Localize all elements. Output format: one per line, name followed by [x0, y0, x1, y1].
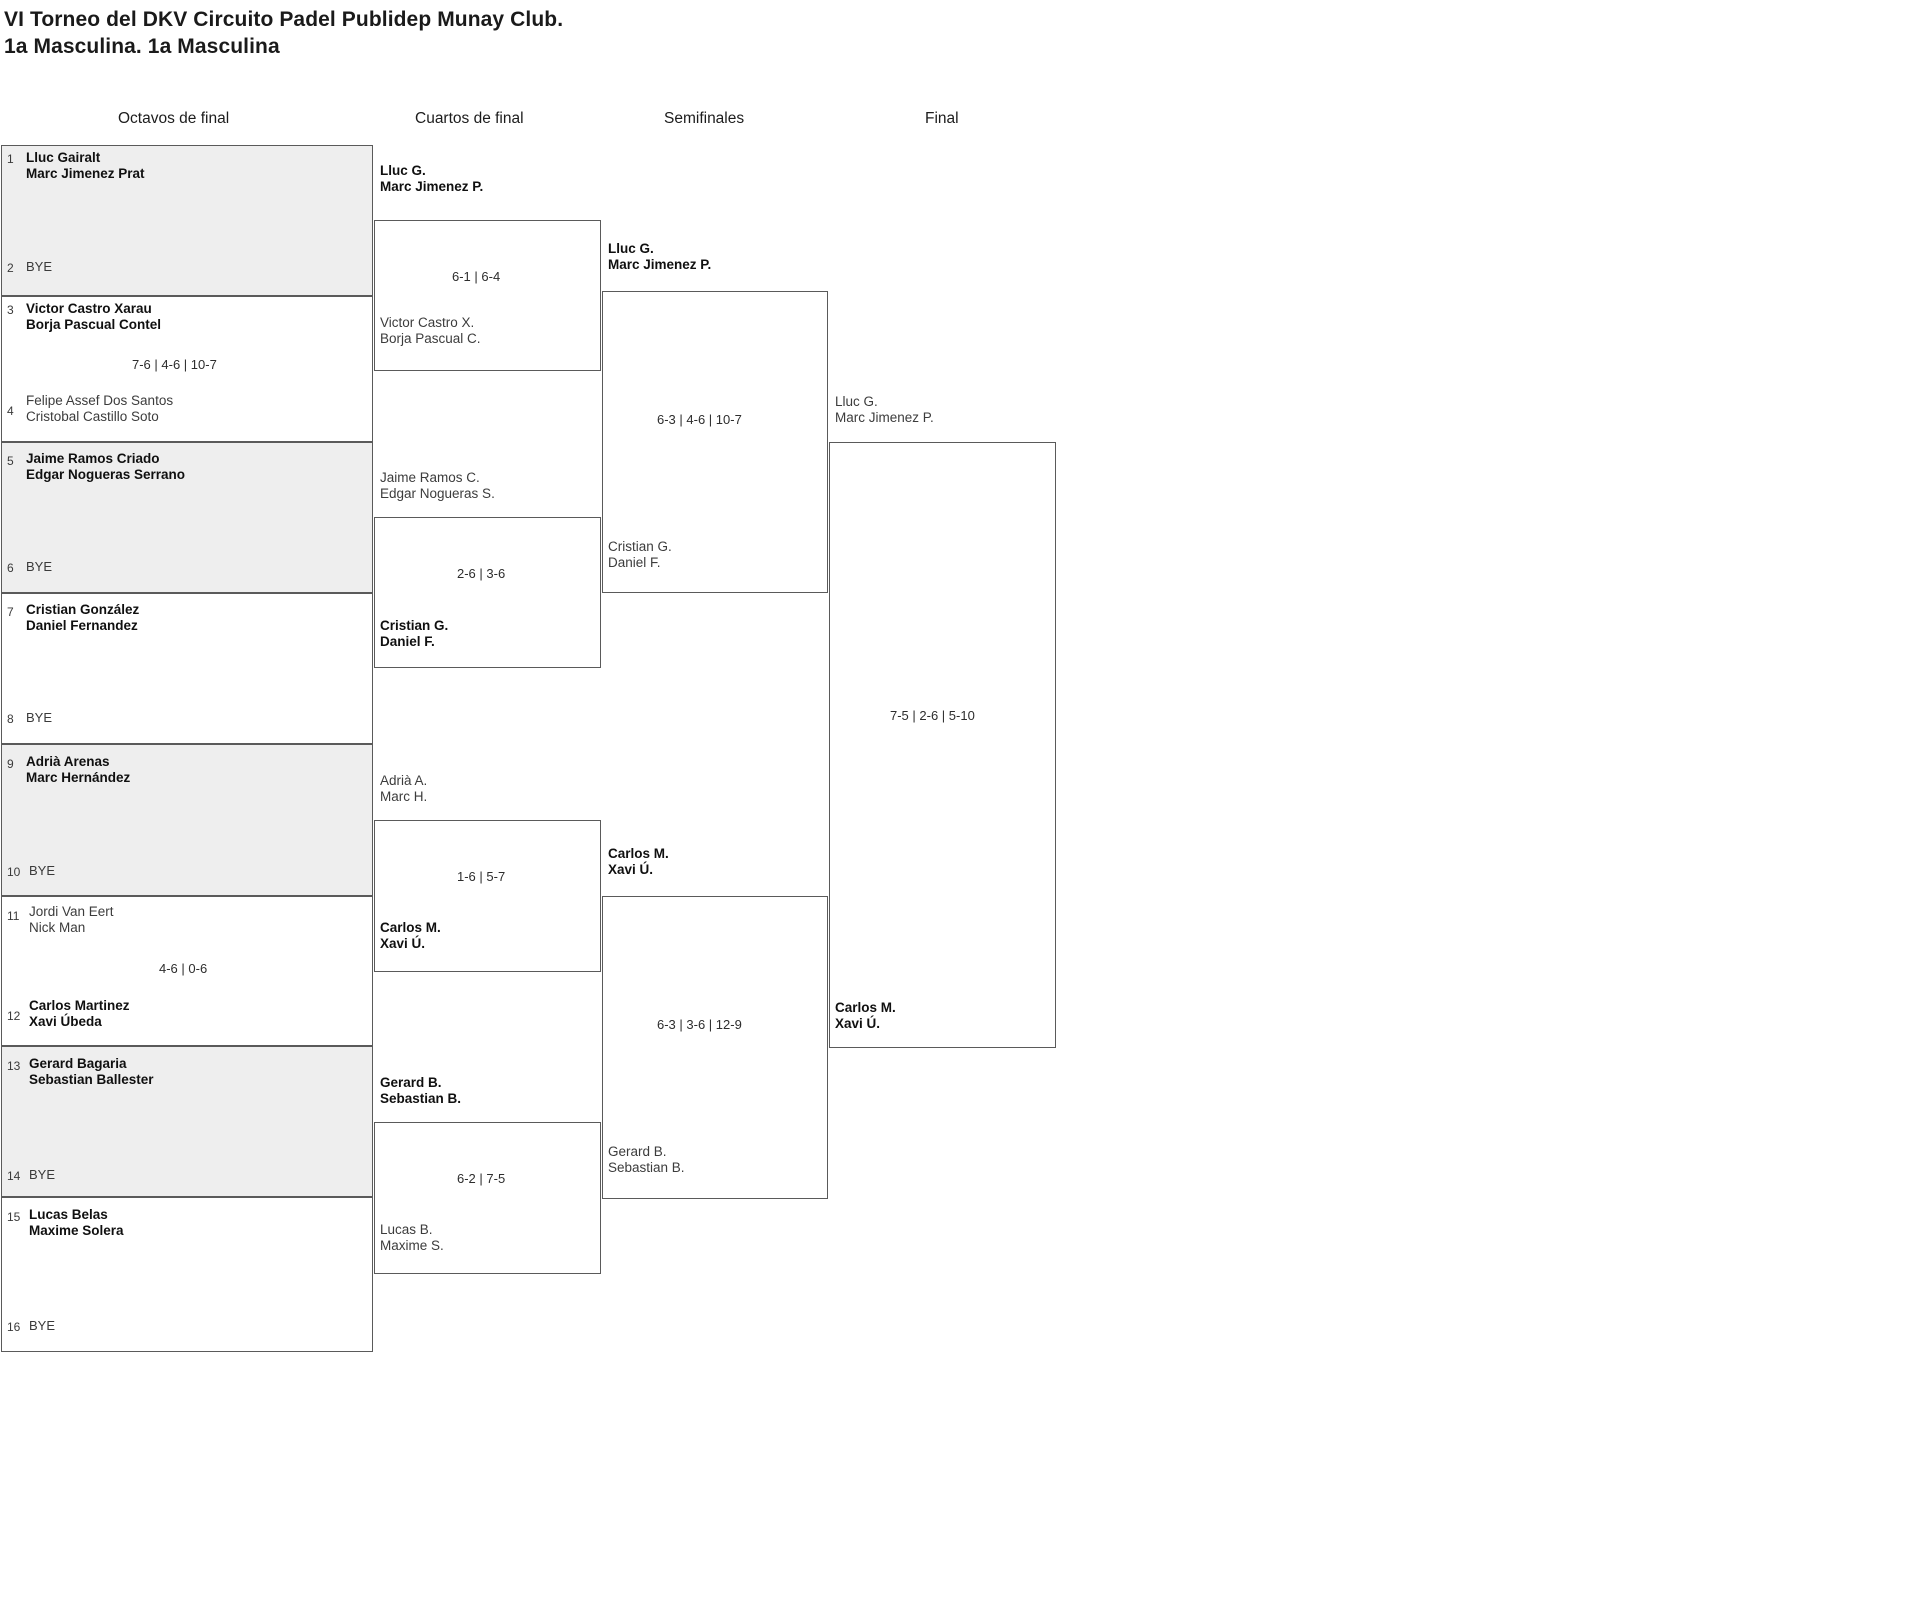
- page-title: [4, 7, 1204, 61]
- team-name: Adrià Arenas Marc Hernández: [26, 754, 131, 785]
- match-score: 7-5 | 2-6 | 5-10: [890, 708, 975, 723]
- sf-match-2[interactable]: [602, 846, 828, 1199]
- team-name: Adrià A. Marc H.: [380, 773, 428, 804]
- match-score: 2-6 | 3-6: [457, 566, 506, 581]
- bye-label: BYE: [26, 559, 53, 574]
- round-header-final: Final: [925, 110, 959, 127]
- team-name: Jaime Ramos Criado Edgar Nogueras Serrano: [26, 451, 186, 482]
- match-score: 7-6 | 4-6 | 10-7: [132, 357, 217, 372]
- team-name: Felipe Assef Dos Santos Cristobal Castillo Soto: [26, 393, 174, 424]
- team-name: Victor Castro X. Borja Pascual C.: [380, 315, 481, 346]
- team-name: Carlos Martinez Xavi Úbeda: [29, 998, 130, 1029]
- title-line-2: 1a Masculina. 1a Masculina: [4, 34, 280, 58]
- team-name: Lluc G. Marc Jimenez P.: [380, 163, 484, 194]
- match-score: 6-2 | 7-5: [457, 1171, 506, 1186]
- bye-label: BYE: [26, 710, 53, 725]
- qf-match-4[interactable]: [374, 1075, 601, 1274]
- team-name: Cristian González Daniel Fernandez: [26, 602, 140, 633]
- team-name: Lluc Gairalt Marc Jimenez Prat: [26, 150, 145, 181]
- match-score: 6-3 | 3-6 | 12-9: [657, 1017, 742, 1032]
- r16-match-3[interactable]: [1, 442, 373, 593]
- bye-label: BYE: [29, 1167, 56, 1182]
- round-header-semifinales: Semifinales: [664, 110, 745, 127]
- seed-number: 13: [7, 1059, 21, 1073]
- r16-match-4[interactable]: [1, 593, 373, 744]
- seed-number: 8: [7, 712, 14, 726]
- seed-number: 10: [7, 865, 21, 879]
- qf-match-2[interactable]: [374, 470, 601, 668]
- team-name: Jordi Van Eert Nick Man: [29, 904, 114, 935]
- seed-number: 3: [7, 303, 14, 317]
- team-name: Gerard B. Sebastian B.: [608, 1144, 685, 1175]
- team-name: Cristian G. Daniel F.: [380, 618, 449, 649]
- sf-match-1[interactable]: [602, 241, 828, 593]
- team-name: Carlos M. Xavi Ú.: [380, 920, 441, 951]
- qf-match-1[interactable]: [374, 163, 601, 371]
- seed-number: 9: [7, 757, 14, 771]
- seed-number: 4: [7, 404, 14, 418]
- match-score: 6-3 | 4-6 | 10-7: [657, 412, 742, 427]
- bye-label: BYE: [29, 863, 56, 878]
- seed-number: 2: [7, 261, 14, 275]
- r16-match-6[interactable]: [1, 896, 373, 1046]
- r16-match-5[interactable]: [1, 744, 373, 896]
- team-name: Jaime Ramos C. Edgar Nogueras S.: [380, 470, 495, 501]
- final-match[interactable]: [829, 394, 1056, 1048]
- round-header-octavos: Octavos de final: [118, 110, 230, 127]
- seed-number: 14: [7, 1169, 21, 1183]
- team-name: Lucas Belas Maxime Solera: [29, 1207, 124, 1238]
- team-name: Gerard Bagaria Sebastian Ballester: [29, 1056, 154, 1087]
- match-score: 6-1 | 6-4: [452, 269, 501, 284]
- r16-match-1[interactable]: [1, 145, 373, 296]
- seed-number: 12: [7, 1009, 21, 1023]
- team-name: Lluc G. Marc Jimenez P.: [835, 394, 934, 425]
- team-name: Cristian G. Daniel F.: [608, 539, 672, 570]
- round-header-cuartos: Cuartos de final: [415, 110, 524, 127]
- seed-number: 5: [7, 454, 14, 468]
- team-name: Carlos M. Xavi Ú.: [608, 846, 669, 877]
- seed-number: 7: [7, 605, 14, 619]
- r16-match-7[interactable]: [1, 1046, 373, 1197]
- r16-match-8[interactable]: [1, 1197, 373, 1352]
- team-name: Lluc G. Marc Jimenez P.: [608, 241, 712, 272]
- seed-number: 1: [7, 152, 14, 166]
- seed-number: 15: [7, 1210, 21, 1224]
- bye-label: BYE: [26, 259, 53, 274]
- match-score: 4-6 | 0-6: [159, 961, 208, 976]
- team-name: Gerard B. Sebastian B.: [380, 1075, 462, 1106]
- seed-number: 6: [7, 561, 14, 575]
- r16-match-2[interactable]: [1, 296, 373, 442]
- bye-label: BYE: [29, 1318, 56, 1333]
- title-line-1: VI Torneo del DKV Circuito Padel Publidep Munay Club.: [4, 8, 564, 31]
- team-name: Victor Castro Xarau Borja Pascual Contel: [26, 301, 162, 332]
- team-name: Carlos M. Xavi Ú.: [835, 1000, 896, 1031]
- team-name: Lucas B. Maxime S.: [380, 1222, 444, 1253]
- match-score: 1-6 | 5-7: [457, 869, 506, 884]
- seed-number: 11: [7, 909, 20, 923]
- seed-number: 16: [7, 1320, 21, 1334]
- qf-match-3[interactable]: [374, 773, 601, 972]
